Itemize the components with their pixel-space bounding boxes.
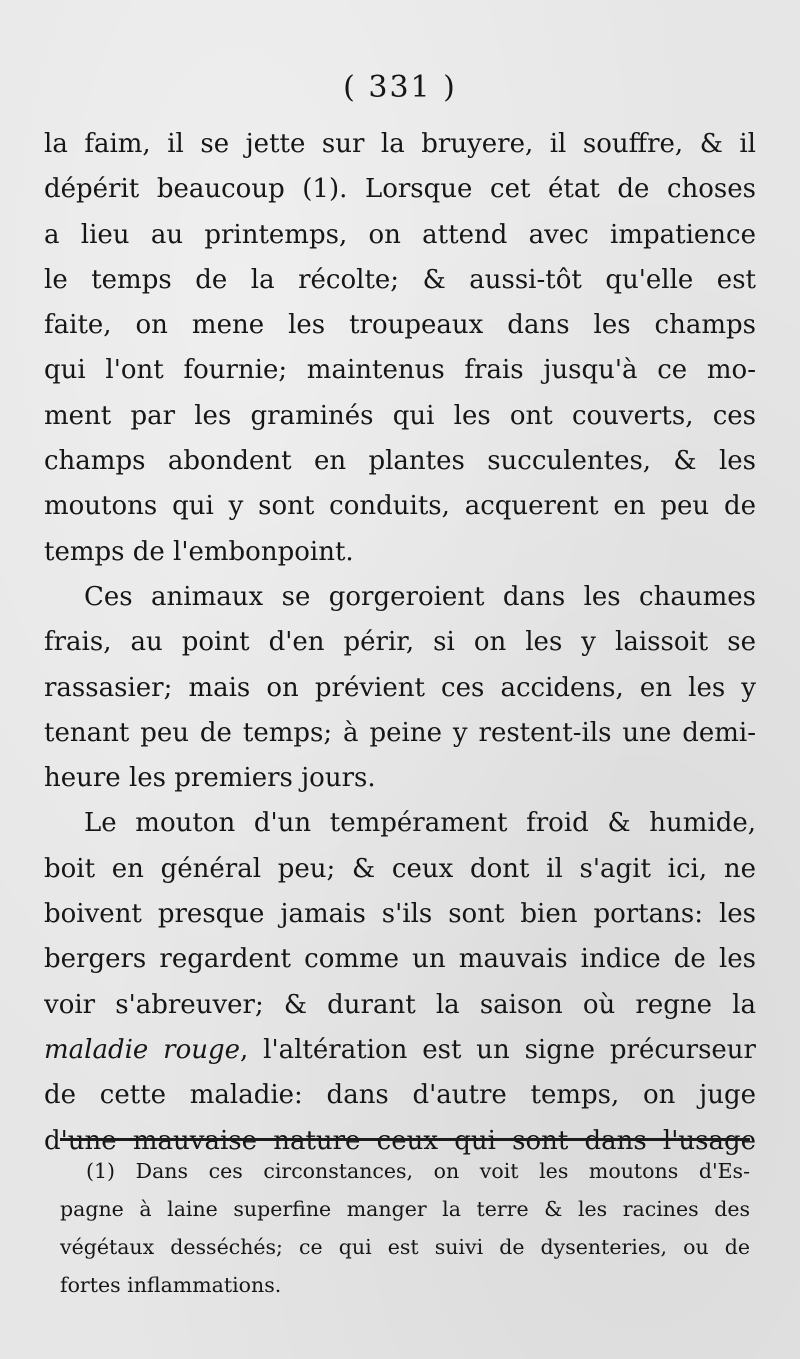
text-line: Ces animaux se gorgeroient dans les chaumes	[84, 581, 756, 612]
text-line: a lieu au printemps, on attend avec impatience	[44, 219, 756, 250]
text-line: la faim, il se jette sur la bruyere, il souffre, & il	[44, 129, 756, 159]
text-line: faite, on mene les troupeaux dans les champs	[44, 310, 756, 341]
text-line-italic	[44, 1028, 756, 1073]
text-line: voir s'abreuver; & durant la saison où regne la	[44, 989, 756, 1020]
text-line: boivent presque jamais s'ils sont bien portans: les	[44, 899, 756, 930]
text-line: qui l'ont fournie; maintenus frais jusqu'à ce mo-	[44, 355, 756, 386]
text-line: de cette maladie: dans d'autre temps, on juge	[44, 1080, 756, 1111]
text-line: ment par les graminés qui les ont couverts, ces	[44, 400, 756, 431]
footnote-line: fortes inflammations.	[60, 1273, 282, 1297]
text-line: boit en général peu; & ceux dont il s'agit ici, ne	[44, 853, 756, 884]
text-line: le temps de la récolte; & aussi-tôt qu'elle est	[44, 264, 756, 295]
line-remainder: , l'altération est un signe précurseur	[240, 1034, 756, 1065]
footnote	[60, 1152, 750, 1304]
footnote-line: (1) Dans ces circonstances, on voit les moutons d'Es-	[86, 1159, 750, 1183]
text-line: d'une mauvaise nature ceux qui sont dans l'usage	[44, 1125, 756, 1156]
text-line: bergers regardent comme un mauvais indice de les	[44, 944, 756, 975]
footnote-line: végétaux desséchés; ce qui est suivi de dysenteries, ou de	[60, 1235, 750, 1259]
text-line: Le mouton d'un tempérament froid & humide,	[84, 808, 756, 839]
body-text	[44, 122, 756, 1164]
text-line: heure les premiers jours.	[44, 763, 376, 794]
text-line: moutons qui y sont conduits, acquerent en peu de	[44, 491, 756, 522]
text-line: temps de l'embonpoint.	[44, 536, 354, 567]
text-line: champs abondent en plantes succulentes, & les	[44, 446, 756, 477]
italic-phrase: maladie rouge	[44, 1034, 241, 1065]
text-line: rassasier; mais on prévient ces accidens, en les y	[44, 672, 756, 703]
text-line: dépérit beaucoup (1). Lorsque cet état de choses	[44, 174, 756, 205]
footnote-divider	[60, 1138, 750, 1141]
text-line: frais, au point d'en périr, si on les y laissoit se	[44, 627, 756, 658]
page-number: ( 331 )	[343, 70, 457, 105]
text-line: tenant peu de temps; à peine y restent-ils une demi-	[44, 717, 756, 748]
footnote-line: pagne à laine superfine manger la terre & les racines des	[60, 1197, 750, 1221]
